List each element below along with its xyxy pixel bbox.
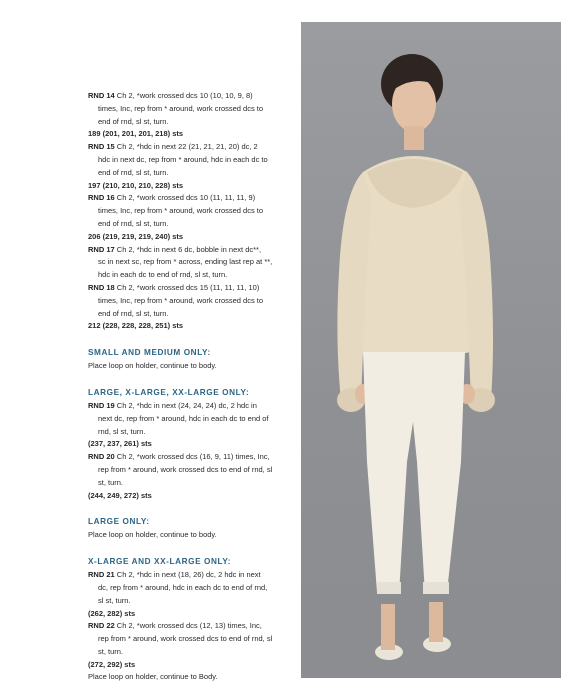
heading-large-xl-xxl: LARGE, X-LARGE, XX-LARGE ONLY: — [88, 387, 250, 397]
stitch-count: (244, 249, 272) sts — [88, 490, 152, 500]
round-text-line: Ch 2, *hdc in next 6 dc, bobble in next dc**, — [116, 244, 262, 254]
stitch-count: (262, 282) sts — [88, 608, 136, 618]
round-text-line: sl st, turn. — [98, 595, 131, 605]
round-text-line: end of rnd, sl st, turn. — [98, 218, 169, 228]
round-number: RND 17 — [88, 244, 115, 254]
round-text-line: Ch 2, *work crossed dcs 10 (11, 11, 11, 9) — [116, 193, 256, 203]
rounds-top-block — [88, 90, 292, 333]
note-small-medium: Place loop on holder, continue to body. — [88, 361, 217, 371]
round-text-line: times, Inc, rep from * around, work crossed dcs to — [98, 103, 264, 113]
round-text-line: rep from * around, work crossed dcs to end of rnd, sl — [98, 464, 273, 474]
pattern-round — [88, 244, 292, 282]
round-text-line: rnd, sl st, turn. — [98, 426, 146, 436]
round-number: RND 16 — [88, 193, 115, 203]
round-text-line: dc, rep from * around, hdc in each dc to end of rnd, — [98, 582, 268, 592]
round-text-line: end of rnd, sl st, turn. — [98, 308, 169, 318]
note-xl-xxl: Place loop on holder, continue to Body. — [88, 672, 218, 682]
round-text-line: st, turn. — [98, 646, 124, 656]
pattern-round — [88, 141, 292, 192]
round-number: RND 14 — [88, 91, 115, 100]
round-text-line: Ch 2, *work crossed dcs 15 (11, 11, 11, 10) — [116, 282, 260, 292]
round-text-line: end of rnd, sl st, turn. — [98, 167, 169, 177]
round-text-line: Ch 2, *work crossed dcs 10 (10, 10, 9, 8) — [116, 91, 253, 100]
round-number: RND 19 — [88, 400, 115, 410]
round-number: RND 22 — [88, 621, 115, 631]
round-text-line: Ch 2, *hdc in next 22 (21, 21, 21, 20) dc, 2 — [116, 142, 258, 152]
rounds-xl-block — [88, 569, 292, 671]
round-text-line: rep from * around, work crossed dcs to end of rnd, sl — [98, 634, 273, 644]
pattern-text-column — [88, 90, 292, 684]
pattern-round — [88, 451, 292, 502]
stitch-count: 189 (201, 201, 201, 218) sts — [88, 129, 184, 139]
round-text-line: sc in next sc, rep from * across, ending last rep at **, — [98, 257, 273, 267]
round-text-line: Ch 2, *work crossed dcs (16, 9, 11) times, Inc, — [116, 452, 270, 462]
round-text-line: st, turn. — [98, 477, 124, 487]
heading-large-only: LARGE ONLY: — [88, 517, 150, 527]
stitch-count: 206 (219, 219, 219, 240) sts — [88, 231, 184, 241]
pattern-round — [88, 620, 292, 671]
round-number: RND 21 — [88, 570, 115, 580]
pattern-round — [88, 400, 292, 451]
round-text-line: next dc, rep from * around, hdc in each dc to end of — [98, 413, 269, 423]
round-text-line: Ch 2, *work crossed dcs (12, 13) times, Inc, — [116, 621, 262, 631]
round-number: RND 15 — [88, 142, 115, 152]
round-text-line: hdc in next dc, rep from * around, hdc in each dc to — [98, 154, 268, 164]
round-text-line: Ch 2, *hdc in next (24, 24, 24) dc, 2 hdc in — [116, 400, 257, 410]
note-large-only: Place loop on holder, continue to body. — [88, 530, 217, 540]
round-number: RND 18 — [88, 282, 115, 292]
pattern-round — [88, 569, 292, 620]
pattern-round — [88, 282, 292, 333]
round-number: RND 20 — [88, 452, 115, 462]
round-text-line: Ch 2, *hdc in next (18, 26) dc, 2 hdc in next — [116, 570, 261, 580]
model-illustration — [301, 22, 561, 678]
rounds-large-block — [88, 400, 292, 502]
pattern-round — [88, 192, 292, 243]
stitch-count: 212 (228, 228, 228, 251) sts — [88, 321, 184, 331]
stitch-count: 197 (210, 210, 210, 228) sts — [88, 180, 184, 190]
pattern-round — [88, 90, 292, 141]
round-text-line: times, Inc, rep from * around, work crossed dcs to — [98, 206, 264, 216]
heading-xl-xxl: X-LARGE AND XX-LARGE ONLY: — [88, 557, 232, 567]
round-text-line: times, Inc, rep from * around, work crossed dcs to — [98, 295, 264, 305]
stitch-count: (272, 292) sts — [88, 659, 136, 669]
model-photo — [301, 22, 561, 678]
stitch-count: (237, 237, 261) sts — [88, 439, 152, 449]
round-text-line: end of rnd, sl st, turn. — [98, 116, 169, 126]
heading-small-medium: SMALL AND MEDIUM ONLY: — [88, 348, 211, 358]
round-text-line: hdc in each dc to end of rnd, sl st, turn. — [98, 270, 228, 280]
